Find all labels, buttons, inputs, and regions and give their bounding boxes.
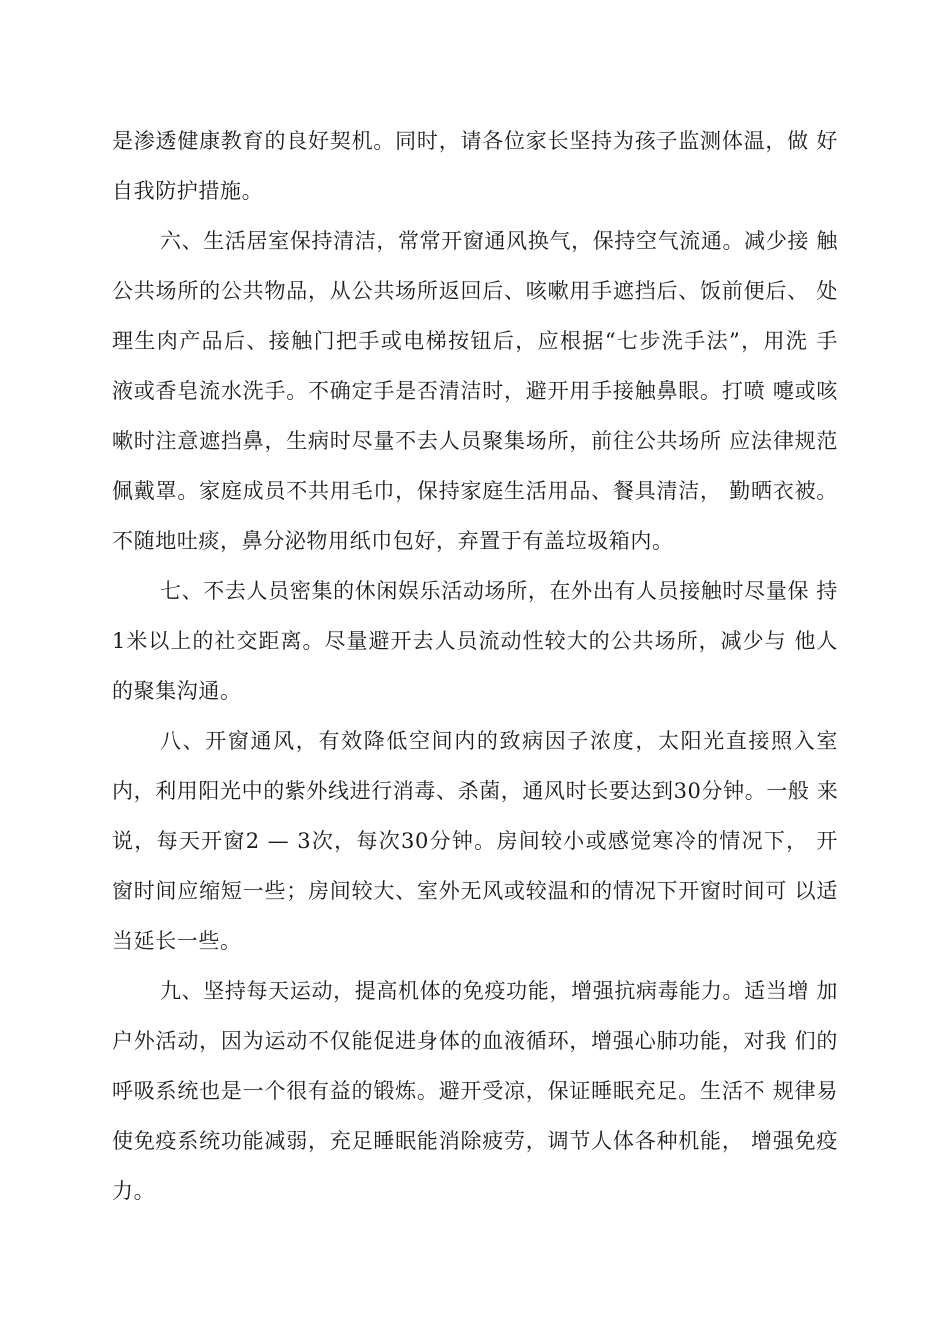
text-line: 液或香皂流水洗手。不确定手是否清洁时，避开用手接触鼻眼。打喷 嚏或咳 — [112, 379, 838, 403]
text-line: 使免疫系统功能减弱，充足睡眠能消除疲劳，调节人体各种机能， 增强免疫 — [112, 1129, 838, 1153]
text-line: 不随地吐痰，鼻分泌物用纸巾包好，弃置于有盖垃圾箱内。 — [112, 529, 674, 553]
text-line: 九、坚持每天运动，提高机体的免疫功能，增强抗病毒能力。适当增 加 — [160, 979, 838, 1003]
text-line: 力。 — [112, 1179, 156, 1203]
paragraph-eight — [112, 716, 838, 966]
text-line: 说，每天开窗2 — 3次，每次30分钟。房间较小或感觉寒冷的情况下， 开 — [112, 829, 838, 853]
text-line: 的聚集沟通。 — [112, 679, 242, 703]
text-line: 嗽时注意遮挡鼻，生病时尽量不去人员聚集场所，前往公共场所 应法律规范 — [112, 429, 838, 453]
paragraph-0 — [112, 116, 838, 216]
text-line: 呼吸系统也是一个很有益的锻炼。避开受凉，保证睡眠充足。生活不 规律易 — [112, 1079, 838, 1103]
text-line: 是渗透健康教育的良好契机。同时，请各位家长坚持为孩子监测体温，做 好 — [112, 129, 838, 153]
text-line: 自我防护措施。 — [112, 179, 264, 203]
text-line: 七、不去人员密集的休闲娱乐活动场所，在外出有人员接触时尽量保 持 — [160, 579, 838, 603]
text-line: 内，利用阳光中的紫外线进行消毒、杀菌，通风时长要达到30分钟。一般 来 — [112, 779, 839, 803]
text-line: 理生肉产品后、接触门把手或电梯按钮后，应根据“七步洗手法”，用洗 手 — [112, 329, 838, 353]
paragraph-six — [112, 216, 838, 566]
text-line: 窗时间应缩短一些；房间较大、室外无风或较温和的情况下开窗时间可 以适 — [112, 879, 838, 903]
text-line: 当延长一些。 — [112, 929, 242, 953]
text-line: 户外活动，因为运动不仅能促进身体的血液循环，增强心肺功能，对我 们的 — [112, 1029, 838, 1053]
document-page — [112, 116, 838, 1216]
text-line: 六、生活居室保持清洁，常常开窗通风换气，保持空气流通。减少接 触 — [160, 229, 838, 253]
paragraph-nine — [112, 966, 838, 1216]
paragraph-seven — [112, 566, 838, 716]
text-line: 公共场所的公共物品，从公共场所返回后、咳嗽用手遮挡后、饭前便后、 处 — [112, 279, 838, 303]
text-line: 佩戴罩。家庭成员不共用毛巾，保持家庭生活用品、餐具清洁， 勤晒衣被。 — [112, 479, 838, 503]
text-line: 八、开窗通风，有效降低空间内的致病因子浓度，太阳光直接照入室 — [160, 729, 838, 753]
text-line: 1米以上的社交距离。尽量避开去人员流动性较大的公共场所，减少与 他人 — [112, 629, 838, 653]
